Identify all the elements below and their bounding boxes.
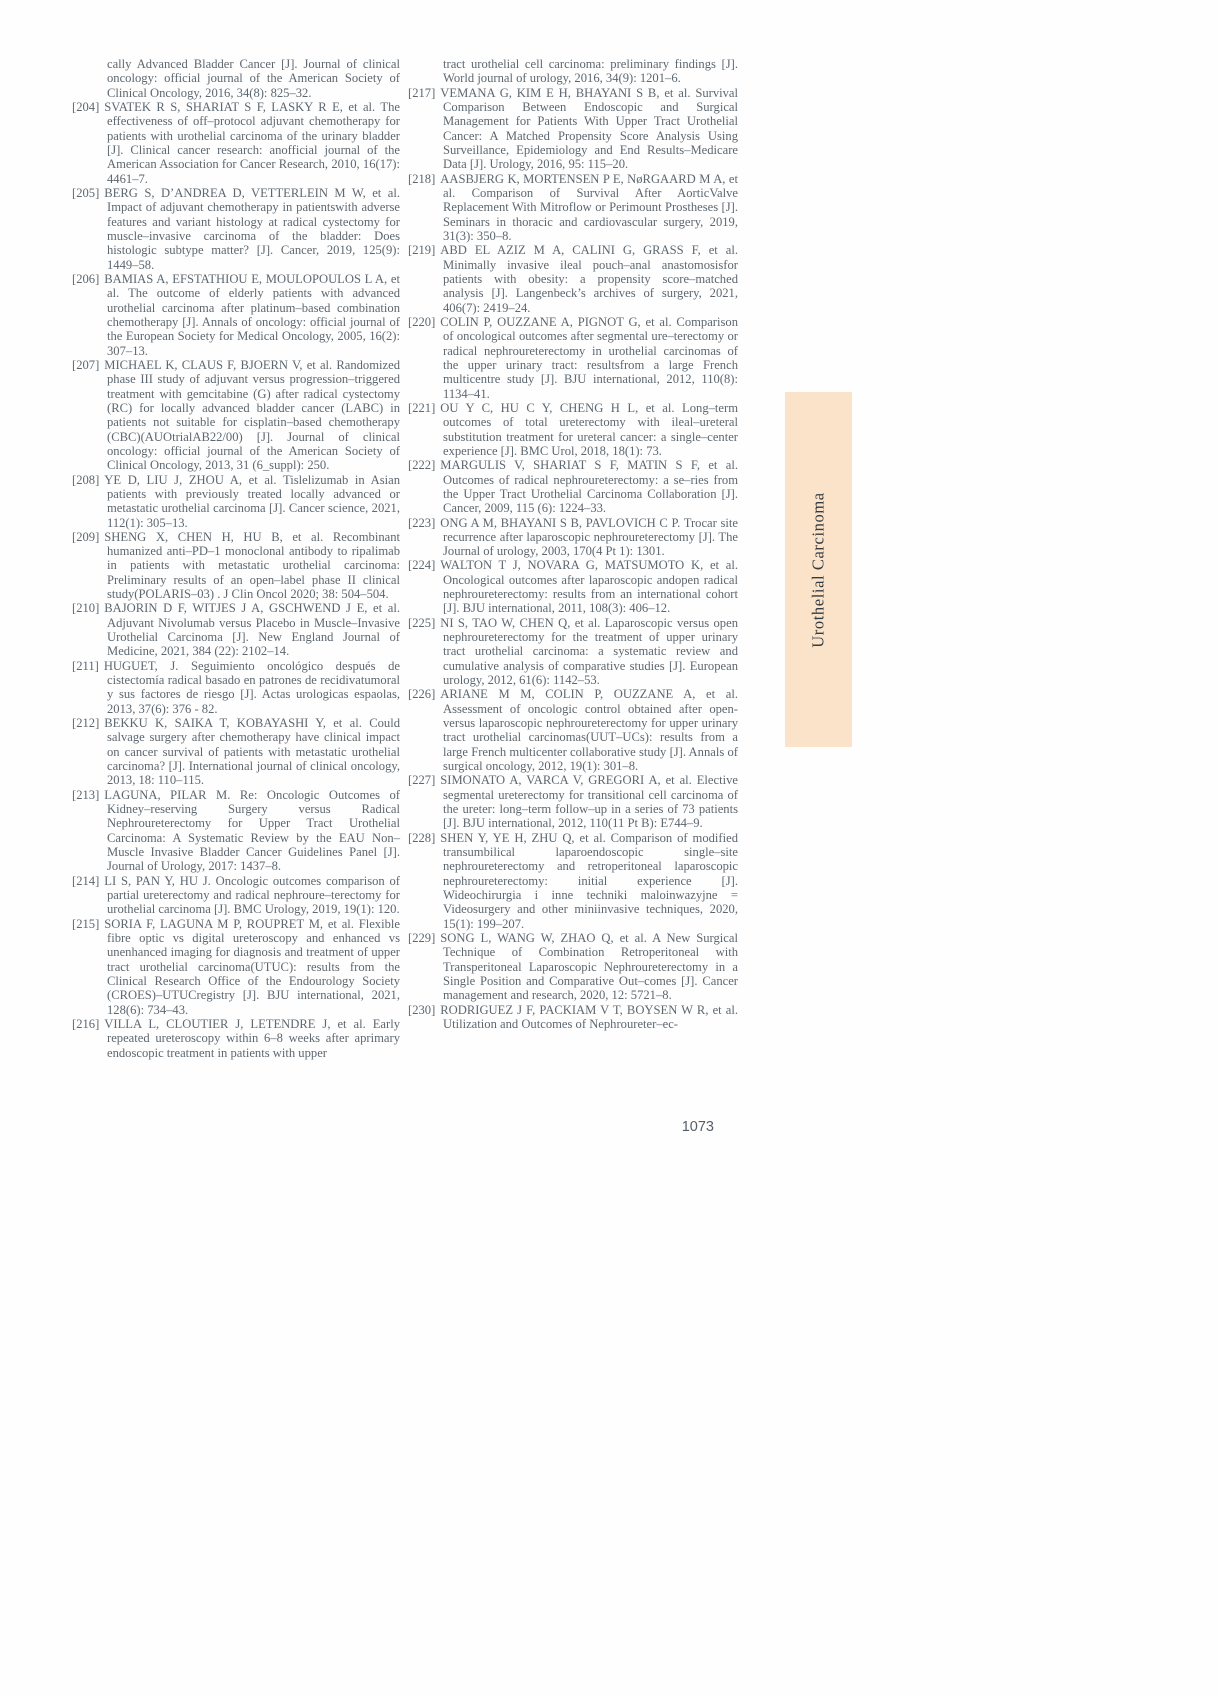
reference-number: [227] xyxy=(408,773,436,788)
reference-text: BAJORIN D F, WITJES J A, GSCHWEND J E, et al. Adjuvant Nivolumab versus Placebo in Muscle–Invasive Urothelial Carcinoma [J]. New England Journal of Medicine, 2021, 384 (22): 2102–14. xyxy=(104,601,400,659)
reference-text: MICHAEL K, CLAUS F, BJOERN V, et al. Randomized phase III study of adjuvant versus progression–triggered treatment with gemcitabine (G) after radical cystectomy (RC) for locally advanced bladder cancer (LABC) in patients not suitable for cisplatin–based chemotherapy (CBC)(AUOtrialAB22/00) [J]. Journal of clinical oncology: official journal of the American Society of Clinical Oncology, 2013, 31 (6_suppl): 250. xyxy=(104,357,400,473)
reference-text: RODRIGUEZ J F, PACKIAM V T, BOYSEN W R, et al. Utilization and Outcomes of Nephroureter–ec- xyxy=(440,1002,738,1031)
reference-entry xyxy=(72,100,400,186)
reference-number: [213] xyxy=(72,787,100,802)
reference-entry xyxy=(72,917,400,1017)
reference-entry xyxy=(408,86,738,172)
chapter-thumb-tab xyxy=(785,392,852,747)
reference-entry xyxy=(72,716,400,788)
reference-number: [228] xyxy=(408,830,436,845)
reference-entry xyxy=(408,831,738,931)
reference-number: [206] xyxy=(72,271,100,286)
reference-number: [214] xyxy=(72,873,100,888)
reference-entry xyxy=(72,659,400,716)
reference-text: HUGUET, J. Seguimiento oncológico después de cistectomía radical basado en patrones de recidivatumoral y sus factores de riesgo [J]. Actas urologicas espaolas, 2013, 37(6): 376 - 82. xyxy=(103,658,400,716)
reference-entry xyxy=(72,57,400,100)
reference-text: VEMANA G, KIM E H, BHAYANI S B, et al. Survival Comparison Between Endoscopic and Surgical Management for Patients With Upper Tract Urothelial Cancer: A Matched Propensity Score Analysis Using Surveillance, Epidemiology and End Results–Medicare Data [J]. Urology, 2016, 95: 115–20. xyxy=(440,85,738,172)
reference-entry xyxy=(408,401,738,458)
reference-entry xyxy=(72,530,400,602)
reference-entry xyxy=(72,1017,400,1060)
reference-number: [223] xyxy=(408,515,436,530)
reference-text: BAMIAS A, EFSTATHIOU E, MOULOPOULOS L A, et al. The outcome of elderly patients with advanced urothelial carcinoma after platinum–based combination chemotherapy [J]. Annals of oncology: official journal of the European Society for Medical Oncology, 2005, 16(2): 307–13. xyxy=(104,271,400,358)
page-number: 1073 xyxy=(681,1119,714,1135)
reference-entry xyxy=(72,874,400,917)
reference-number: [222] xyxy=(408,458,436,473)
reference-number: [224] xyxy=(408,558,436,573)
reference-number: [229] xyxy=(408,931,436,946)
reference-entry xyxy=(408,243,738,315)
reference-entry xyxy=(408,172,738,244)
reference-text: SIMONATO A, VARCA V, GREGORI A, et al. Elective segmental ureterectomy for transitional cell carcinoma of the ureter: long–term follow–up in a series of 73 patients [J]. BJU international, 2012, 110(11 Pt B): E744–9. xyxy=(440,773,738,831)
reference-entry xyxy=(72,788,400,874)
reference-number: [216] xyxy=(72,1016,100,1031)
reference-number: [218] xyxy=(408,171,436,186)
reference-text: BERG S, D’ANDREA D, VETTERLEIN M W, et al. Impact of adjuvant chemotherapy in patientswith adverse features and variant histology at radical cystectomy for muscle–invasive carcinoma of the bladder: Does histologic subtype matter? [J]. Cancer, 2019, 125(9): 1449–58. xyxy=(104,185,400,272)
reference-entry xyxy=(408,57,738,86)
references-left-column xyxy=(72,57,400,1060)
reference-text: COLIN P, OUZZANE A, PIGNOT G, et al. Comparison of oncological outcomes after segmental ure–terectomy or radical nephroureterectomy in urothelial carcinomas of the upper urinary tract: resultsfrom a large French multicentre study [J]. BJU international, 2012, 110(8): 1134–41. xyxy=(440,314,738,401)
reference-number: [220] xyxy=(408,314,436,329)
reference-entry xyxy=(408,558,738,615)
reference-text: LAGUNA, PILAR M. Re: Oncologic Outcomes of Kidney–reserving Surgery versus Radical Nephroureterectomy for Upper Tract Urothelial Carcinoma: A Systematic Review by the EAU Non–Muscle Invasive Bladder Cancer Guidelines Panel [J]. Journal of Urology, 2017: 1437–8. xyxy=(104,787,400,874)
reference-entry xyxy=(72,358,400,473)
reference-number: [205] xyxy=(72,185,100,200)
reference-text: cally Advanced Bladder Cancer [J]. Journal of clinical oncology: official journal of the American Society of Clinical Oncology, 2016, 34(8): 825–32. xyxy=(107,57,400,100)
reference-text: NI S, TAO W, CHEN Q, et al. Laparoscopic versus open nephroureterectomy for the treatment of upper urinary tract urothelial carcinoma: a systematic review and cumulative analysis of comparative studies [J]. European urology, 2012, 61(6): 1142–53. xyxy=(440,615,738,688)
reference-text: WALTON T J, NOVARA G, MATSUMOTO K, et al. Oncological outcomes after laparoscopic andopen radical nephroureterectomy: results from an international cohort [J]. BJU international, 2011, 108(3): 406–12. xyxy=(440,558,738,616)
reference-number: [215] xyxy=(72,916,100,931)
reference-text: SHENG X, CHEN H, HU B, et al. Recombinant humanized anti–PD–1 monoclonal antibody to ripalimab in patients with metastatic urothelial carcinoma: Preliminary results of an open–label phase II clinical study(POLARIS–03) . J Clin Oncol 2020; 38: 504–504. xyxy=(104,529,400,602)
reference-text: AASBJERG K, MORTENSEN P E, NøRGAARD M A, et al. Comparison of Survival After AorticValve Replacement With Mitroflow or Perimount Prostheses [J]. Seminars in thoracic and cardiovascular surgery, 2019, 31(3): 350–8. xyxy=(440,171,738,243)
reference-entry xyxy=(72,601,400,658)
reference-number: [221] xyxy=(408,400,436,415)
reference-entry xyxy=(408,931,738,1003)
reference-text: OU Y C, HU C Y, CHENG H L, et al. Long–term outcomes of total ureterectomy with ileal–ureteral substitution treatment for ureteral cancer: a single–center experience [J]. BMC Urol, 2018, 18(1): 73. xyxy=(440,400,738,458)
reference-text: ONG A M, BHAYANI S B, PAVLOVICH C P. Trocar site recurrence after laparoscopic nephroureterectomy [J]. The Journal of urology, 2003, 170(4 Pt 1): 1301. xyxy=(440,515,738,559)
reference-entry xyxy=(408,773,738,830)
reference-entry xyxy=(408,687,738,773)
reference-entry xyxy=(408,458,738,515)
reference-text: LI S, PAN Y, HU J. Oncologic outcomes comparison of partial ureterectomy and radical nephroure–terectomy for urothelial carcinoma [J]. BMC Urology, 2019, 19(1): 120. xyxy=(104,873,400,917)
reference-text: SHEN Y, YE H, ZHU Q, et al. Comparison of modified transumbilical laparoendoscopic single–site nephroureterectomy and retroperitoneal laparoscopic nephroureterectomy: initial experience [J]. Wideochirurgia i inne techniki maloinwazyjne = Videosurgery and other miniinvasive techniques, 2020, 15(1): 199–207. xyxy=(440,830,738,931)
reference-text: ABD EL AZIZ M A, CALINI G, GRASS F, et al. Minimally invasive ileal pouch–anal anastomosisfor patients with obesity: a propensity score–matched analysis [J]. Langenbeck’s archives of surgery, 2021, 406(7): 2419–24. xyxy=(440,243,738,315)
reference-entry xyxy=(408,516,738,559)
reference-entry xyxy=(72,272,400,358)
reference-text: SORIA F, LAGUNA M P, ROUPRET M, et al. Flexible fibre optic vs digital ureteroscopy and enhanced vs unenhanced imaging for diagnosis and treatment of upper tract urothelial carcinoma(UTUC): results from the Clinical Research Office of the Endourology Society (CROES)–UTUCregistry [J]. BJU international, 2021, 128(6): 734–43. xyxy=(104,916,400,1017)
reference-entry xyxy=(408,616,738,688)
reference-text: BEKKU K, SAIKA T, KOBAYASHI Y, et al. Could salvage surgery after chemotherapy have clinical impact on cancer survival of patients with metastatic urothelial carcinoma? [J]. International journal of clinical oncology, 2013, 18: 110–115. xyxy=(104,716,400,788)
reference-number: [211] xyxy=(72,658,99,673)
reference-text: SONG L, WANG W, ZHAO Q, et al. A New Surgical Technique of Combination Retroperitoneal with Transperitoneal Laparoscopic Nephroureterectomy in a Single Position and Comparative Out–comes [J]. Cancer management and research, 2020, 12: 5721–8. xyxy=(440,931,738,1003)
reference-text: SVATEK R S, SHARIAT S F, LASKY R E, et al. The effectiveness of off–protocol adjuvant chemotherapy for patients with urothelial carcinoma of the urinary bladder [J]. Clinical cancer research: anofficial journal of the American Association for Cancer Research, 2010, 16(17): 4461–7. xyxy=(104,99,400,186)
reference-entry xyxy=(72,186,400,272)
reference-number: [209] xyxy=(72,529,100,544)
reference-number: [226] xyxy=(408,687,436,702)
reference-entry xyxy=(408,1003,738,1032)
reference-text: MARGULIS V, SHARIAT S F, MATIN S F, et al. Outcomes of radical nephroureterectomy: a se–ries from the Upper Tract Urothelial Carcinoma Collaboration [J]. Cancer, 2009, 115 (6): 1224–33. xyxy=(440,458,738,516)
reference-number: [212] xyxy=(72,716,100,731)
reference-text: YE D, LIU J, ZHOU A, et al. Tislelizumab in Asian patients with previously treated locally advanced or metastatic urothelial carcinoma [J]. Cancer science, 2021, 112(1): 305–13. xyxy=(104,472,400,530)
references-right-column xyxy=(408,57,738,1031)
reference-number: [217] xyxy=(408,85,436,100)
reference-number: [210] xyxy=(72,601,100,616)
reference-number: [204] xyxy=(72,99,100,114)
reference-number: [225] xyxy=(408,615,436,630)
chapter-tab-label: Urothelial Carcinoma xyxy=(808,491,828,648)
reference-number: [230] xyxy=(408,1002,436,1017)
reference-entry xyxy=(408,315,738,401)
reference-number: [207] xyxy=(72,357,100,372)
reference-number: [219] xyxy=(408,243,436,258)
reference-entry xyxy=(72,473,400,530)
reference-text: ARIANE M M, COLIN P, OUZZANE A, et al. Assessment of oncologic control obtained after open-versus laparoscopic nephroureterectomy for upper urinary tract urothelial carcinomas(UUT–UCs): results from a large French multicenter collaborative study [J]. Annals of surgical oncology, 2012, 19(1): 301–8. xyxy=(440,687,738,774)
reference-text: VILLA L, CLOUTIER J, LETENDRE J, et al. Early repeated ureteroscopy within 6–8 weeks after aprimary endoscopic treatment in patients with upper xyxy=(104,1016,400,1060)
reference-text: tract urothelial cell carcinoma: preliminary findings [J]. World journal of urology, 2016, 34(9): 1201–6. xyxy=(443,57,738,86)
reference-number: [208] xyxy=(72,472,100,487)
